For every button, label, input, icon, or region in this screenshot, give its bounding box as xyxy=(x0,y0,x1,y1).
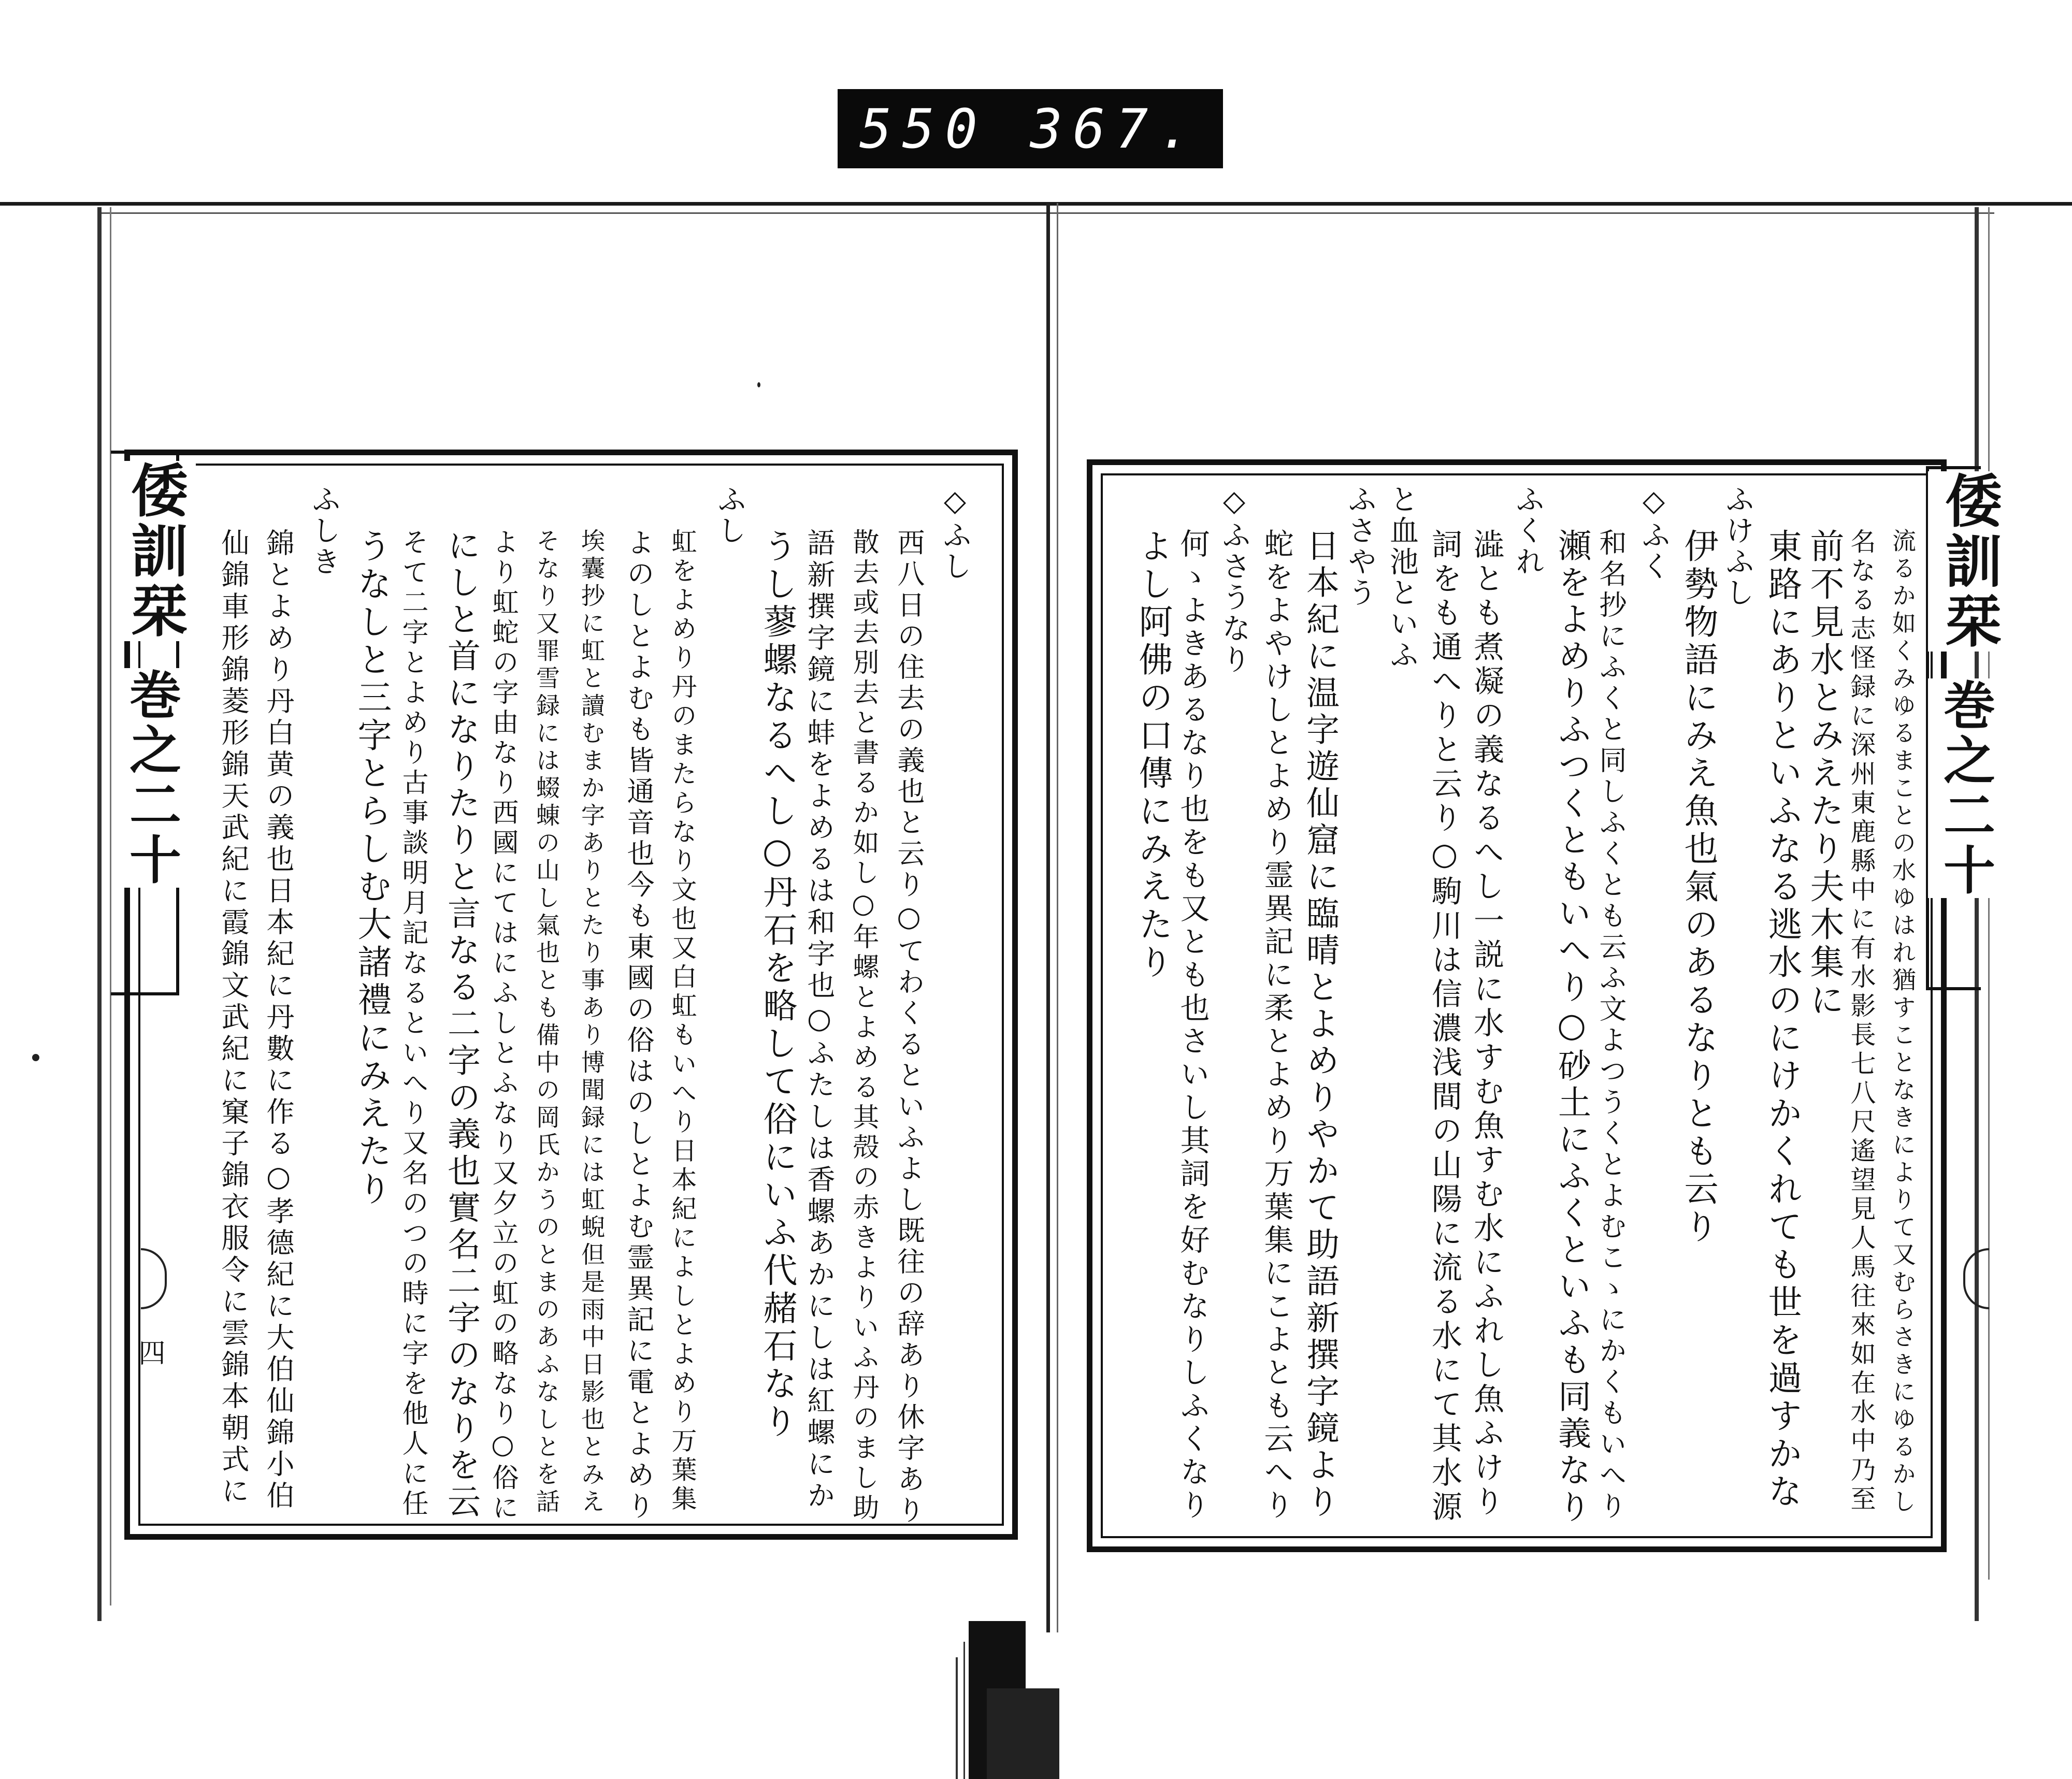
entry-headword: ふけふし xyxy=(1721,484,1754,609)
scan-speck xyxy=(32,1054,39,1061)
entry-headword: ふくれ xyxy=(1511,484,1545,577)
text-column: 名なる志怪録に深州東鹿縣中に有水影長七八尺遙望見人馬往來如在水中乃至 xyxy=(1847,528,1876,1514)
text-column: そて二字とよめり古事談明月記なるといへり又名のつの時に字を他人に任 xyxy=(397,528,428,1520)
text-column: よし阿佛の口傳にみえたり xyxy=(1133,528,1173,982)
left-folio-number: 四 xyxy=(134,1339,165,1369)
text-column: 瀬をよめりふつくともいへり○砂土にふくといふも同義なり xyxy=(1552,528,1591,1526)
right-folio-mark xyxy=(1963,1248,1989,1309)
right-book-title: 倭訓栞 xyxy=(1928,471,2010,652)
text-column: 西八日の住去の義也と云り○てわくるといふよし既往の辞あり休字あり xyxy=(893,528,925,1527)
text-column: 埃囊抄に虹と讀むまか字ありとたり事あり博聞録には虹蜺但是雨中日影也とみえ xyxy=(578,528,606,1516)
entry-headword: と血池といふ xyxy=(1385,484,1419,671)
text-column: 何ゝよきあるなり也をも又とも也さいし其詞を好むなりしふくなり xyxy=(1175,528,1210,1523)
text-column: うなしと三字とらしむ大諸禮にみえたり xyxy=(352,528,392,1209)
scan-speck xyxy=(757,382,760,387)
binding-tab-shadow xyxy=(987,1688,1059,1779)
text-column: にしと首になりたりと言なる二字の義也實名二字のなりを云 xyxy=(442,528,480,1521)
text-column: そなり又罪雪録には蝃蝀の山し氣也とも備中の岡氏かうのとまのあふなしとを話 xyxy=(533,528,560,1516)
text-column: よのしとよむも皆通音也今も東國の俗はのしとよむ霊異記に電とよめり xyxy=(623,528,654,1523)
left-book-title: 倭訓栞 xyxy=(114,461,196,641)
text-column: 錦とよめり丹白黄の義也日本紀に丹數に作る○孝德紀に大伯仙錦小伯 xyxy=(262,528,295,1512)
top-page-edge xyxy=(0,202,2072,206)
right-volume-label: 巻之二十 xyxy=(1928,678,2003,898)
catalog-number-left: 550 xyxy=(859,97,988,161)
text-column: 和名抄にふくと同しふくとも云ふ文よつうくとよむこゝにかくもいへり xyxy=(1595,528,1627,1523)
entry-headword: ふさやう xyxy=(1343,484,1377,609)
text-column: 日本紀に温字遊仙窟に臨晴とよめりやかて助語新撰字鏡より xyxy=(1301,528,1339,1521)
text-column: 蛇をよやけしとよめり霊異記に柔とよめり万葉集にこよとも云へり xyxy=(1259,528,1293,1523)
text-column: 東路にありといふなる逃水のにけかくれても世を過すかな xyxy=(1762,528,1802,1511)
gutter-line-left xyxy=(1046,203,1050,1632)
catalog-number-label xyxy=(838,89,1223,168)
entry-headword: ◇ふく xyxy=(1637,484,1671,582)
text-column: 語新撰字鏡に蚌をよめるは和字也○ふたしは香螺あかにしは紅螺にか xyxy=(803,528,836,1512)
entry-headword: ふし xyxy=(713,484,746,546)
left-page-frame xyxy=(124,450,1018,1540)
gutter-line-right xyxy=(1057,203,1058,1632)
text-column: 澁とも煮凝の義なるへし一説に水すむ魚すむ水にふれし魚ふけり xyxy=(1469,528,1504,1520)
text-column: 前不見水とみえたり夫木集に xyxy=(1804,528,1844,1020)
text-column: 虹をよめり丹のまたらなり文也又白虹もいへり日本紀によしとよめり万葉集 xyxy=(668,528,697,1514)
left-sheet-edge xyxy=(97,207,102,1621)
text-column: 流るか如くみゆるまことの水ゆはれ猶すことなきによりて又むらさきにゆるかし xyxy=(1889,528,1917,1516)
binding-edge-2 xyxy=(963,1642,965,1779)
entry-headword: ◇ふし xyxy=(938,484,972,582)
text-column: 散去或去別去と書るか如し○年螺とよめる其殻の赤きよりいふ丹のまし助 xyxy=(848,528,879,1524)
text-column: 詞をも通へりと云り○駒川は信濃浅間の山陽に流る水にて其水源 xyxy=(1427,528,1462,1525)
text-column: 伊勢物語にみえ魚也氣のあるなりとも云り xyxy=(1678,528,1718,1247)
binding-edge-1 xyxy=(956,1657,958,1779)
text-column: うし蓼螺なるへし○丹石を略して俗にいふ代赭石なり xyxy=(757,528,797,1441)
left-volume-label: 巻之二十 xyxy=(114,668,189,888)
text-column: 仙錦車形錦菱形錦天武紀に霞錦文武紀に窠子錦衣服令に雲錦本朝式に xyxy=(217,528,250,1508)
entry-headword: ふしき xyxy=(307,484,341,577)
catalog-number-right: 367. xyxy=(1030,97,1201,161)
entry-headword: ◇ふさうなり xyxy=(1217,484,1251,675)
text-column: より虹蛇の字由なり西國にてはにふしとふなり又夕立の虹の略なり○俗に xyxy=(487,528,518,1524)
